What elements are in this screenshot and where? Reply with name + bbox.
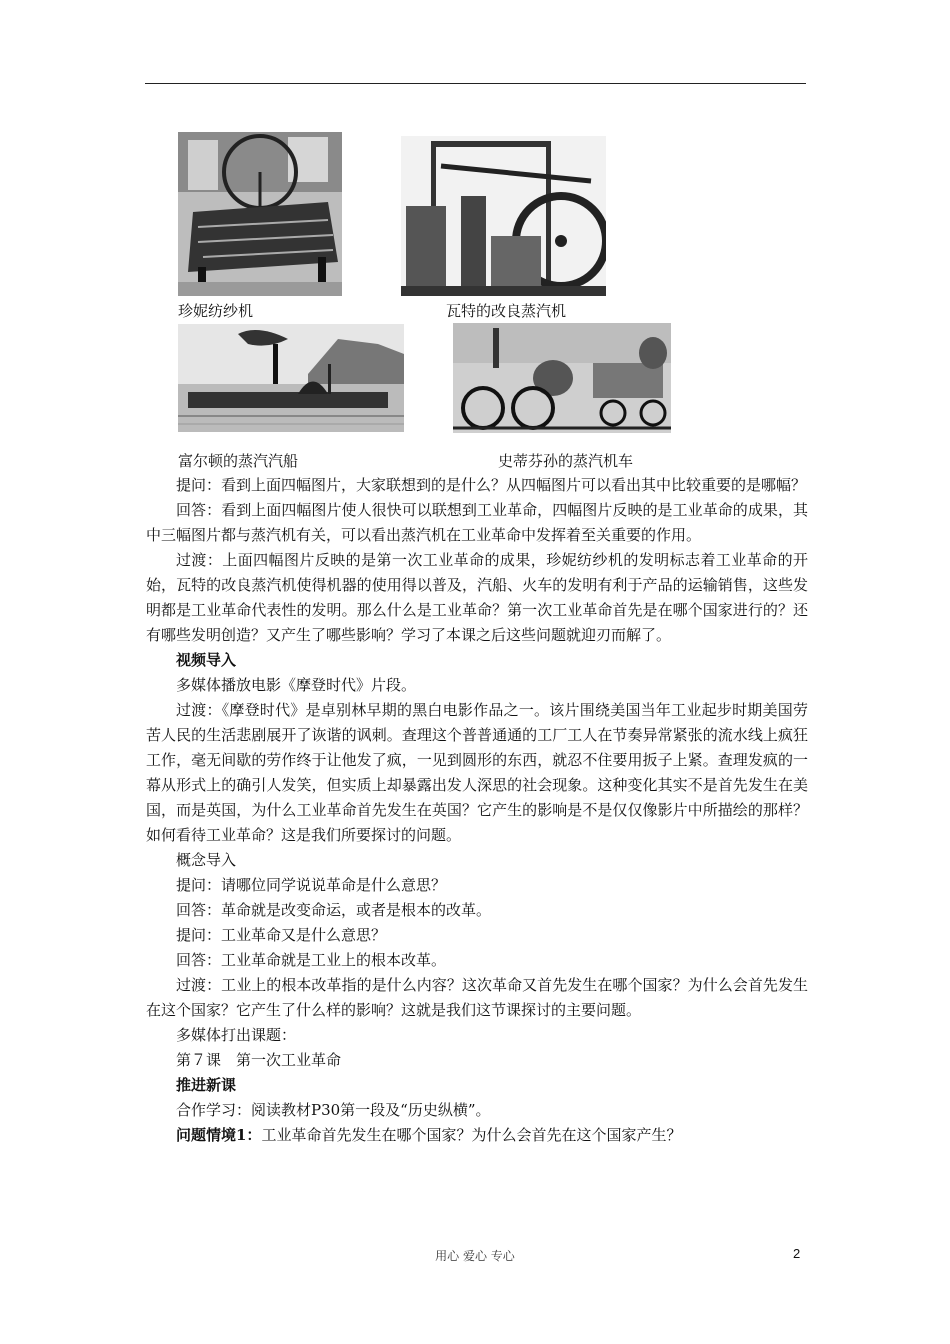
- paragraph-answer-2: 回答：革命就是改变命运，或者是根本的改革。: [176, 901, 492, 919]
- page-number: 2: [793, 1246, 801, 1261]
- paragraph-answer-3: 回答：工业革命就是工业上的根本改革。: [176, 951, 447, 969]
- fulton-steamboat-photo: [178, 324, 404, 432]
- paragraph-transition-3: 过渡：工业上的根本改革指的是什么内容？这次革命又首先发生在哪个国家？为什么会首先发生在这个国家？它产生了什么样的影响？这就是我们这节课探讨的主要问题。: [146, 976, 808, 1019]
- heading-new-lesson: 推进新课: [176, 1076, 237, 1094]
- paragraph-problem-scenario-1: [146, 1123, 808, 1148]
- watt-steam-engine-photo: [401, 136, 606, 296]
- paragraph-video-play: 多媒体播放电影《摩登时代》片段。: [176, 676, 417, 694]
- paragraph-cooperative-learning: 合作学习：阅读教材P30第一段及“历史纵横”。: [176, 1101, 491, 1119]
- heading-concept-intro: 概念导入: [176, 851, 237, 869]
- header-rule: [145, 83, 806, 84]
- paragraph-question-1: 提问：看到上面四幅图片，大家联想到的是什么？从四幅图片可以看出其中比较重要的是哪幅？: [176, 476, 807, 494]
- caption-stephenson-locomotive: 史蒂芬孙的蒸汽机车: [498, 452, 634, 470]
- problem-scenario-label: 问题情境1：: [176, 1126, 262, 1144]
- paragraph-question-3: 提问：工业革命又是什么意思？: [176, 926, 387, 944]
- paragraph-transition-2: 过渡：《摩登时代》是卓别林早期的黑白电影作品之一。该片围绕美国当年工业起步时期美国劳苦人民的生活悲剧展开了诙谐的讽刺。查理这个普普通通的工厂工人在节奏异常紧张的流水线上疯狂工作，毫无间歇的劳作终于让他发了疯，一见到圆形的东西，就忍不住要用扳子上紧。查理发疯的一幕从形式上的确引人发笑，但实质上却暴露出发人深思的社会现象。这种变化其实不是首先发生在美国，而是英国，为什么工业革命首先发生在英国？它产生的影响是不是仅仅像影片中所描绘的那样？如何看待工业革命？这是我们所要探讨的问题。: [146, 701, 808, 844]
- paragraph-multimedia-title: 多媒体打出课题：: [176, 1026, 297, 1044]
- stephenson-locomotive-photo: [453, 323, 671, 433]
- paragraph-answer-1: 回答：看到上面四幅图片使人很快可以联想到工业革命，四幅图片反映的是工业革命的成果，其中三幅图片都与蒸汽机有关，可以看出蒸汽机在工业革命中发挥着至关重要的作用。: [146, 501, 808, 544]
- paragraph-transition-1: 过渡：上面四幅图片反映的是第一次工业革命的成果，珍妮纺纱机的发明标志着工业革命的开始，瓦特的改良蒸汽机使得机器的使用得以普及，汽船、火车的发明有利于产品的运输销售，这些发明都是工业革命代表性的发明。那么什么是工业革命？第一次工业革命首先是在哪个国家进行的？还有哪些发明创造？又产生了哪些影响？学习了本课之后这些问题就迎刃而解了。: [146, 551, 808, 644]
- lesson-title: 第７课 第一次工业革命: [176, 1051, 342, 1069]
- caption-watt-engine: 瓦特的改良蒸汽机: [446, 302, 567, 320]
- spinning-jenny-photo: [178, 132, 342, 296]
- paragraph-question-2: 提问：请哪位同学说说革命是什么意思？: [176, 876, 447, 894]
- caption-fulton-steamboat: 富尔顿的蒸汽汽船: [178, 452, 299, 470]
- page-footer: 用心 爱心 专心: [435, 1249, 515, 1263]
- caption-spinning-jenny: 珍妮纺纱机: [178, 302, 254, 320]
- lesson-body: [146, 473, 808, 1148]
- problem-scenario-text: 工业革命首先发生在哪个国家？为什么会首先在这个国家产生？: [261, 1126, 682, 1144]
- heading-video-intro: 视频导入: [176, 651, 237, 669]
